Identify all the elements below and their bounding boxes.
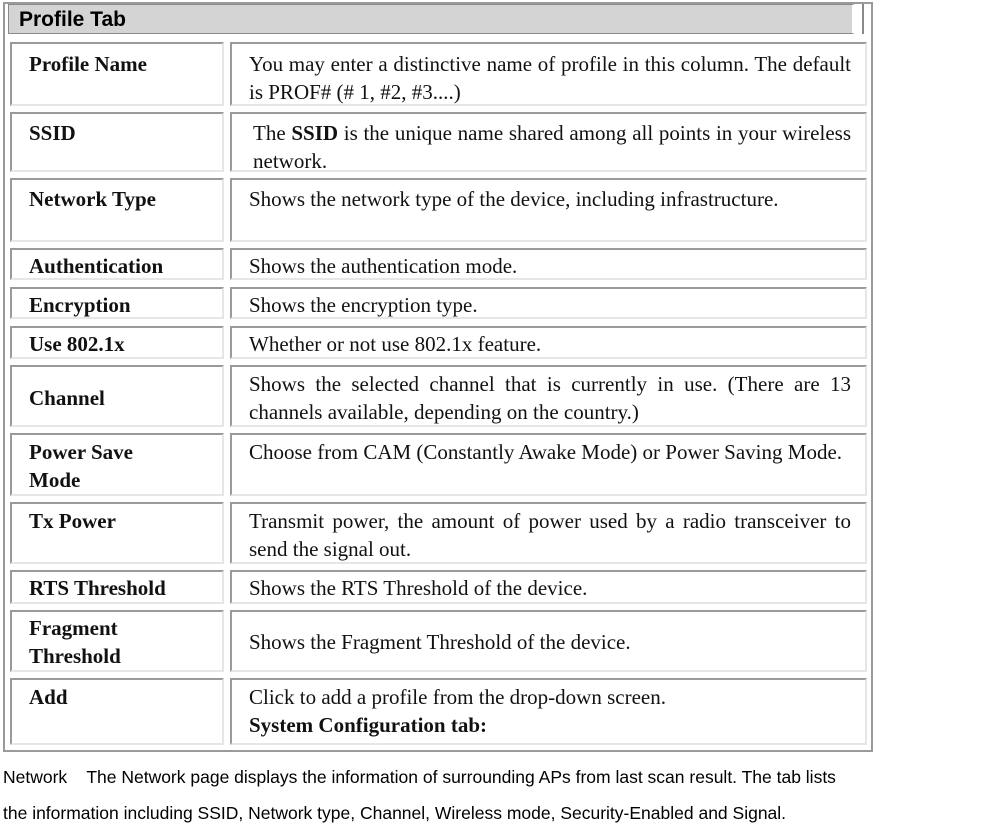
desc-network-type: Shows the network type of the device, including infrastructure. [230, 178, 867, 242]
desc-tx-power: Transmit power, the amount of power used by a radio transceiver to send the signal out. [230, 502, 867, 564]
desc-rts-threshold: Shows the RTS Threshold of the device. [230, 570, 867, 604]
term-tx-power: Tx Power [10, 502, 224, 564]
desc-fragment-threshold: Shows the Fragment Threshold of the device. [230, 610, 867, 672]
desc-ssid [230, 112, 867, 172]
term-use-8021x: Use 802.1x [10, 326, 224, 359]
desc-add-text: Click to add a profile from the drop-down screen. [249, 685, 666, 709]
desc-use-8021x: Whether or not use 802.1x feature. [230, 326, 867, 359]
desc-encryption: Shows the encryption type. [230, 287, 867, 319]
term-channel: Channel [10, 365, 224, 427]
term-rts-threshold: RTS Threshold [10, 570, 224, 604]
term-authentication: Authentication [10, 248, 224, 280]
table-header [8, 4, 855, 34]
desc-channel: Shows the selected channel that is currently in use. (There are 13 channels available, depending on the country.) [230, 365, 867, 427]
term-network-type: Network Type [10, 178, 224, 242]
desc-power-save-mode: Choose from CAM (Constantly Awake Mode) or Power Saving Mode. [230, 433, 867, 496]
desc-ssid-prefix: The [253, 121, 292, 145]
term-ssid: SSID [10, 112, 224, 172]
term-power-save-mode: Power Save Mode [10, 433, 224, 496]
term-profile-name: Profile Name [10, 42, 224, 106]
table-title: Profile Tab [19, 8, 126, 31]
desc-add [230, 678, 867, 745]
footer-line-2: the information including SSID, Network type, Channel, Wireless mode, Security-Enabled and Signal. [3, 803, 787, 823]
term-encryption: Encryption [10, 287, 224, 319]
term-fragment-threshold: Fragment Threshold [10, 610, 224, 672]
footer-line-1: Network The Network page displays the information of surrounding APs from last scan result. The tab lists [3, 767, 836, 787]
desc-profile-name: You may enter a distinctive name of profile in this column. The default is PROF# (# 1, #2, #3....) [230, 42, 867, 106]
desc-ssid-bold: SSID [291, 121, 339, 145]
desc-add-bold: System Configuration tab: [249, 713, 488, 737]
desc-ssid-suffix: is the unique name shared among all points in your wireless network. [253, 121, 851, 173]
term-add: Add [10, 678, 224, 745]
desc-authentication: Shows the authentication mode. [230, 248, 867, 280]
header-divider [862, 4, 864, 34]
